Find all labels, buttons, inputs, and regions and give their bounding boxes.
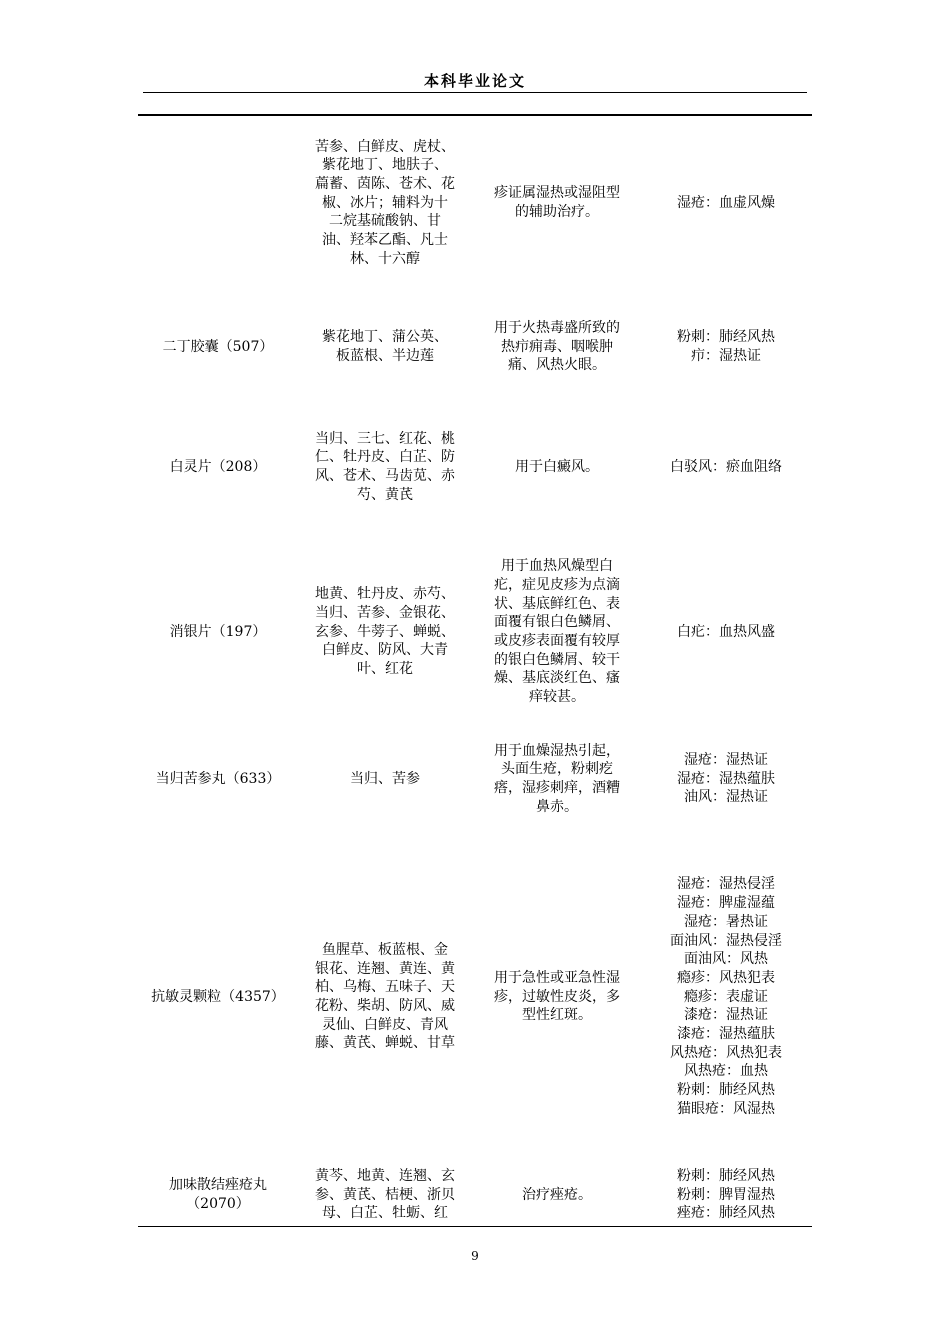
indication-cell: 用于血热风燥型白 疕，症见皮疹为点滴 状、基底鲜红色、表 面覆有银白色鳞屑、 或皮疹表面覆有较厚 的银白色鳞屑、较干 燥、基底淡红色、瘙 痒较甚。	[494, 558, 620, 706]
drug-name-cell	[140, 130, 296, 276]
ingredients-cell: 当归、三七、红花、桃 仁、牡丹皮、白芷、防 风、苍术、马齿苋、赤 芍、黄芪	[315, 430, 455, 503]
indication-cell: 用于血燥湿热引起， 头面生疮，粉刺疙 瘩，湿疹刺痒，酒糟 鼻赤。	[494, 742, 620, 815]
syndrome-cell: 湿疮：湿热证 湿疮：湿热蕴肤 油风：湿热证	[677, 751, 775, 806]
page-header-title: 本科毕业论文	[423, 72, 526, 90]
ingredients-cell: 紫花地丁、蒲公英、 板蓝根、半边莲	[322, 329, 448, 364]
syndrome-cell: 粉刺：肺经风热 粉刺：脾胃湿热 痤疮：肺经风热	[677, 1167, 775, 1222]
indication-cell: 治疗痤疮。	[522, 1186, 592, 1203]
ingredients-cell: 黄芩、地黄、连翘、玄 参、黄芪、桔梗、浙贝 母、白芷、牡蛎、红	[315, 1167, 455, 1222]
syndrome-cell: 湿疮：血虚风燥	[677, 194, 775, 211]
ingredients-cell: 当归、苦参	[350, 770, 420, 787]
drug-name-cell: 当归苦参丸（633）	[155, 770, 281, 787]
page-number: 9	[471, 1249, 479, 1263]
syndrome-cell: 白驳风：瘀血阻络	[670, 458, 782, 475]
syndrome-cell: 湿疮：湿热侵淫 湿疮：脾虚湿蕴 湿疮：暑热证 面油风：湿热侵淫 面油风：风热 瘾疹：风热犯表 瘾疹：表虚证 漆疮：湿热证 漆疮：湿热蕴肤 风热疮：风热犯表 风热疮：血热 粉刺：肺经风热 猫眼疮：风湿热	[670, 876, 782, 1117]
drug-name-cell: 加味散结痤疮丸 （2070）	[169, 1177, 267, 1212]
table-top-border	[138, 114, 812, 116]
syndrome-cell: 白疕：血热风盛	[677, 623, 775, 640]
indication-cell: 疹证属湿热或湿阻型 的辅助治疗。	[494, 185, 620, 220]
indication-cell: 用于火热毒盛所致的 热疖痈毒、咽喉肿 痛、风热火眼。	[494, 319, 620, 374]
drug-name-cell: 二丁胶囊（507）	[162, 338, 274, 355]
ingredients-cell: 鱼腥草、板蓝根、金 银花、连翘、黄连、黄 柏、乌梅、五味子、天 花粉、柴胡、防风、威 灵仙、白鲜皮、青风 藤、黄芪、蝉蜕、甘草	[315, 941, 455, 1052]
drug-name-cell: 抗敏灵颗粒（4357）	[151, 988, 285, 1005]
indication-cell: 用于白癜风。	[515, 458, 599, 475]
drug-name-cell: 消银片（197）	[169, 623, 267, 640]
ingredients-cell: 苦参、白鲜皮、虎杖、 紫花地丁、地肤子、 萹蓄、茵陈、苍术、花 椒、冰片；辅料为十 二烷基硫酸钠、甘 油、羟苯乙酯、凡士 林、十六醇	[315, 138, 455, 267]
header-rule	[143, 92, 807, 93]
syndrome-cell: 粉刺：肺经风热 疖：湿热证	[677, 329, 775, 364]
ingredients-cell: 地黄、牡丹皮、赤芍、 当归、苦参、金银花、 玄参、牛蒡子、蝉蜕、 白鲜皮、防风、大青 叶、红花	[315, 586, 455, 678]
table-bottom-border	[138, 1226, 812, 1227]
indication-cell: 用于急性或亚急性湿 疹，过敏性皮炎，多 型性红斑。	[494, 969, 620, 1024]
drug-name-cell: 白灵片（208）	[169, 458, 267, 475]
